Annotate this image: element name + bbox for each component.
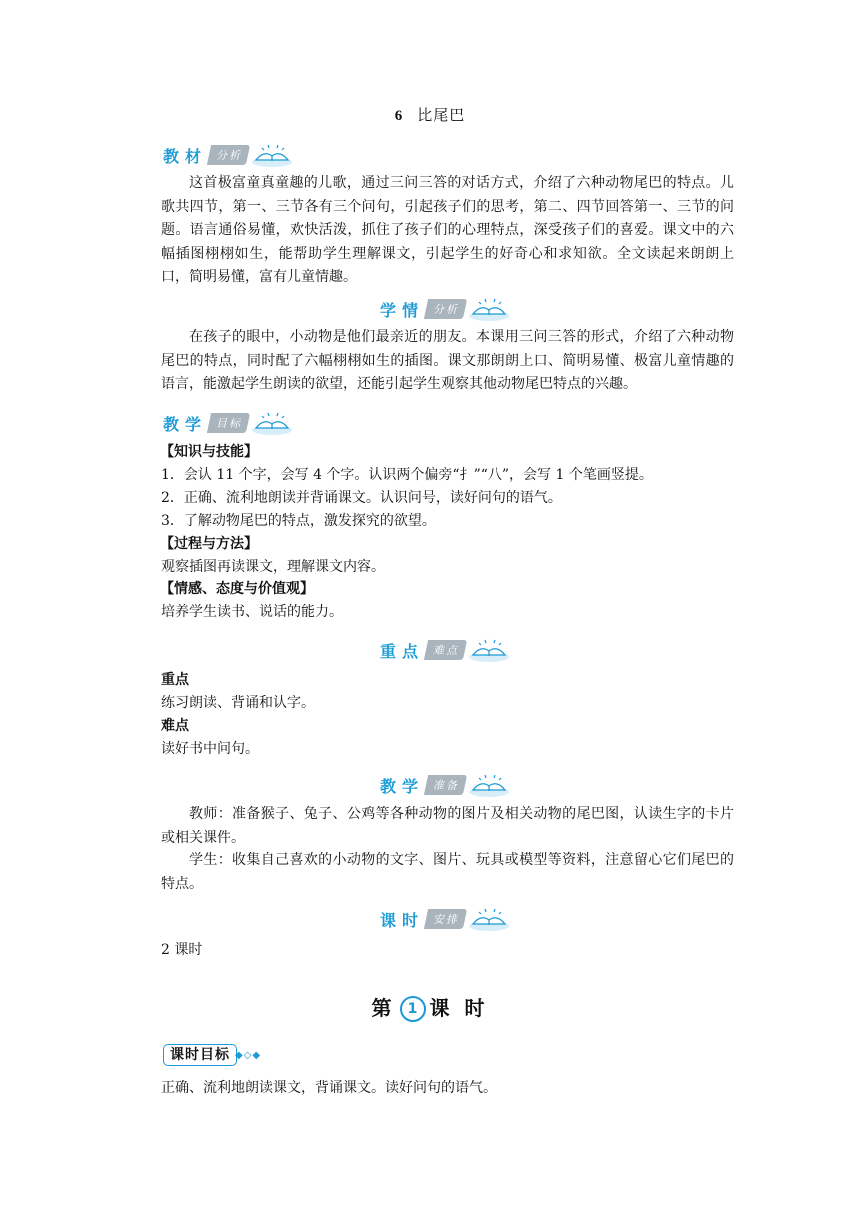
section-subtitle: 准备: [424, 775, 467, 795]
lesson-title: [0, 104, 860, 125]
section-title: 教材: [163, 146, 208, 166]
xueqing-paragraph: 在孩子的眼中，小动物是他们最亲近的朋友。本课用三问三答的形式，介绍了六种动物尾巴的特点，同时配了六幅栩栩如生的插图。课文那朗朗上口、简明易懂、极富儿童情趣的语言，能激起学生朗读的欲望，还能引起学生观察其他动物尾巴特点的兴趣。: [161, 329, 734, 392]
period-suffix: 课 时: [429, 996, 489, 1020]
period-count: 2 课时: [161, 942, 203, 958]
period-goal-label: 课时目标: [163, 1044, 237, 1066]
prep-teacher: 教师：准备猴子、兔子、公鸡等各种动物的图片及相关动物的尾巴图，认读生字的卡片或相关课件。: [161, 806, 734, 846]
section-title: 教学: [380, 776, 425, 796]
open-book-icon: [467, 906, 511, 932]
open-book-icon: [250, 142, 294, 168]
section-subtitle: 安排: [424, 909, 467, 929]
section-subtitle: 分析: [424, 299, 467, 319]
key-point-heading: 重点: [161, 672, 189, 688]
section-header-mubiao: [163, 410, 294, 436]
goal-heading-process: 【过程与方法】: [160, 536, 258, 552]
period-prefix: 第: [371, 996, 396, 1020]
section-title: 教学: [163, 414, 208, 434]
goal-item: 2．正确、流利地朗读并背诵课文。认识问号，读好问句的语气。: [161, 490, 562, 506]
open-book-icon: [467, 296, 511, 322]
goal-item: 3．了解动物尾巴的特点，激发探究的欲望。: [161, 513, 436, 529]
section-header-zhunbei: [380, 772, 511, 798]
open-book-icon: [467, 772, 511, 798]
section-title: 学情: [380, 300, 425, 320]
section-title: 课时: [380, 910, 425, 930]
goal-item: 培养学生读书、说话的能力。: [161, 604, 343, 620]
dots-decoration-icon: ◆◇◆: [235, 1049, 262, 1061]
period-goal-tag: [163, 1044, 261, 1066]
goal-item: 观察插图再读课文，理解课文内容。: [161, 559, 385, 575]
difficulty-text: 读好书中问句。: [161, 741, 259, 757]
section-subtitle: 分析: [207, 145, 250, 165]
period-heading: [0, 992, 860, 1022]
lesson-name: 比尾巴: [417, 106, 466, 124]
key-point-text: 练习朗读、背诵和认字。: [161, 695, 315, 711]
period-goal-text: 正确、流利地朗读课文，背诵课文。读好问句的语气。: [161, 1080, 497, 1096]
open-book-icon: [250, 410, 294, 436]
section-title: 重点: [380, 641, 425, 661]
period-number-badge: 1: [400, 996, 426, 1022]
section-subtitle: 目标: [207, 413, 250, 433]
section-subtitle: 难点: [424, 640, 467, 660]
jiaocai-paragraph: 这首极富童真童趣的儿歌，通过三问三答的对话方式，介绍了六种动物尾巴的特点。儿歌共四节，第一、三节各有三个问句，引起孩子们的思考，第二、四节回答第一、三节的问题。语言通俗易懂，欢快活泼，抓住了孩子们的心理特点，深受孩子们的喜爱。课文中的六幅插图栩栩如生，能帮助学生理解课文，引起学生的好奇心和求知欲。全文读起来朗朗上口，简明易懂，富有儿童情趣。: [161, 175, 734, 285]
lesson-number: 6: [394, 108, 404, 124]
goal-heading-knowledge: 【知识与技能】: [160, 444, 258, 460]
open-book-icon: [467, 637, 511, 663]
difficulty-heading: 难点: [161, 718, 189, 734]
goal-item: 1．会认 11 个字，会写 4 个字。认识两个偏旁“扌”“八”，会写 1 个笔画竖提。: [161, 467, 653, 483]
section-header-xueqing: [380, 296, 511, 322]
section-header-keshi: [380, 906, 511, 932]
prep-student: 学生：收集自己喜欢的小动物的文字、图片、玩具或模型等资料，注意留心它们尾巴的特点。: [161, 852, 734, 892]
section-header-zhongdian: [380, 637, 511, 663]
section-header-jiaocai: [163, 142, 294, 168]
goal-heading-emotion: 【情感、态度与价值观】: [160, 581, 314, 597]
